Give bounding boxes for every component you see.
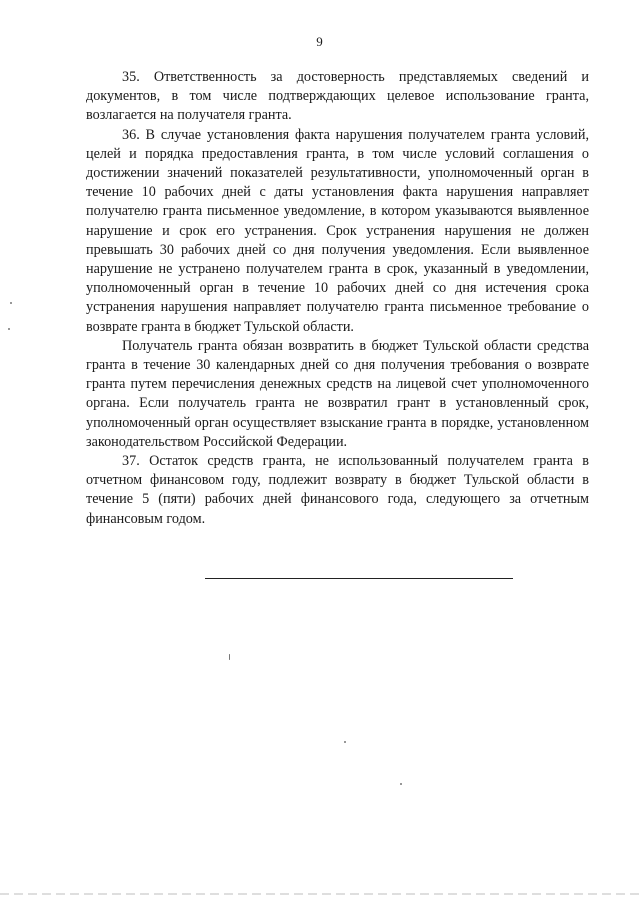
end-of-text-rule <box>205 578 513 579</box>
scan-speck <box>344 741 346 743</box>
paragraph-35: 35. Ответственность за достоверность представляемых сведений и документов, в том числе подтверждающих целевое использование гранта, возлагается на получателя гранта. <box>86 69 589 124</box>
document-body <box>86 68 589 529</box>
paragraph-36: 36. В случае установления факта нарушения получателем гранта условий, целей и порядка предоставления гранта, в том числе условий соглашения о достижении значений показателей результативности, уполномоченный орган в течение 10 рабочих дней с даты установления факта нарушения направляет получателю гранта письменное уведомление, в котором указываются выявленное нарушение и срок его устранения. Срок устранения нарушения не должен превышать 30 рабочих дней со дня получения уведомления. Если выявленное нарушение не устранено получателем гранта в срок, указанный в уведомлении, уполномоченный орган в течение 10 рабочих дней со дня истечения срока устранения нарушения направляет получателю гранта письменное требование о возврате гранта в бюджет Тульской области. <box>86 126 589 335</box>
scan-bottom-edge <box>0 893 639 895</box>
paragraph-36-continuation: Получатель гранта обязан возвратить в бюджет Тульской области средства гранта в течение 30 календарных дней со дня получения требования о возврате гранта путем перечисления денежных средств на лицевой счет уполномоченного органа. Если получатель гранта не возвратил грант в установленный срок, уполномоченный орган осуществляет взыскание гранта в порядке, установленном законодательством Российской Федерации. <box>86 337 589 450</box>
scan-speck <box>8 328 10 330</box>
paragraph-37: 37. Остаток средств гранта, не использованный получателем гранта в отчетном финансовом году, подлежит возврату в бюджет Тульской области в течение 5 (пяти) рабочих дней финансового года, следующего за отчетным финансовым годом. <box>86 453 589 527</box>
scan-speck <box>400 783 402 785</box>
page-number: 9 <box>316 34 323 49</box>
scan-speck <box>10 302 12 304</box>
scan-speck <box>229 654 230 660</box>
